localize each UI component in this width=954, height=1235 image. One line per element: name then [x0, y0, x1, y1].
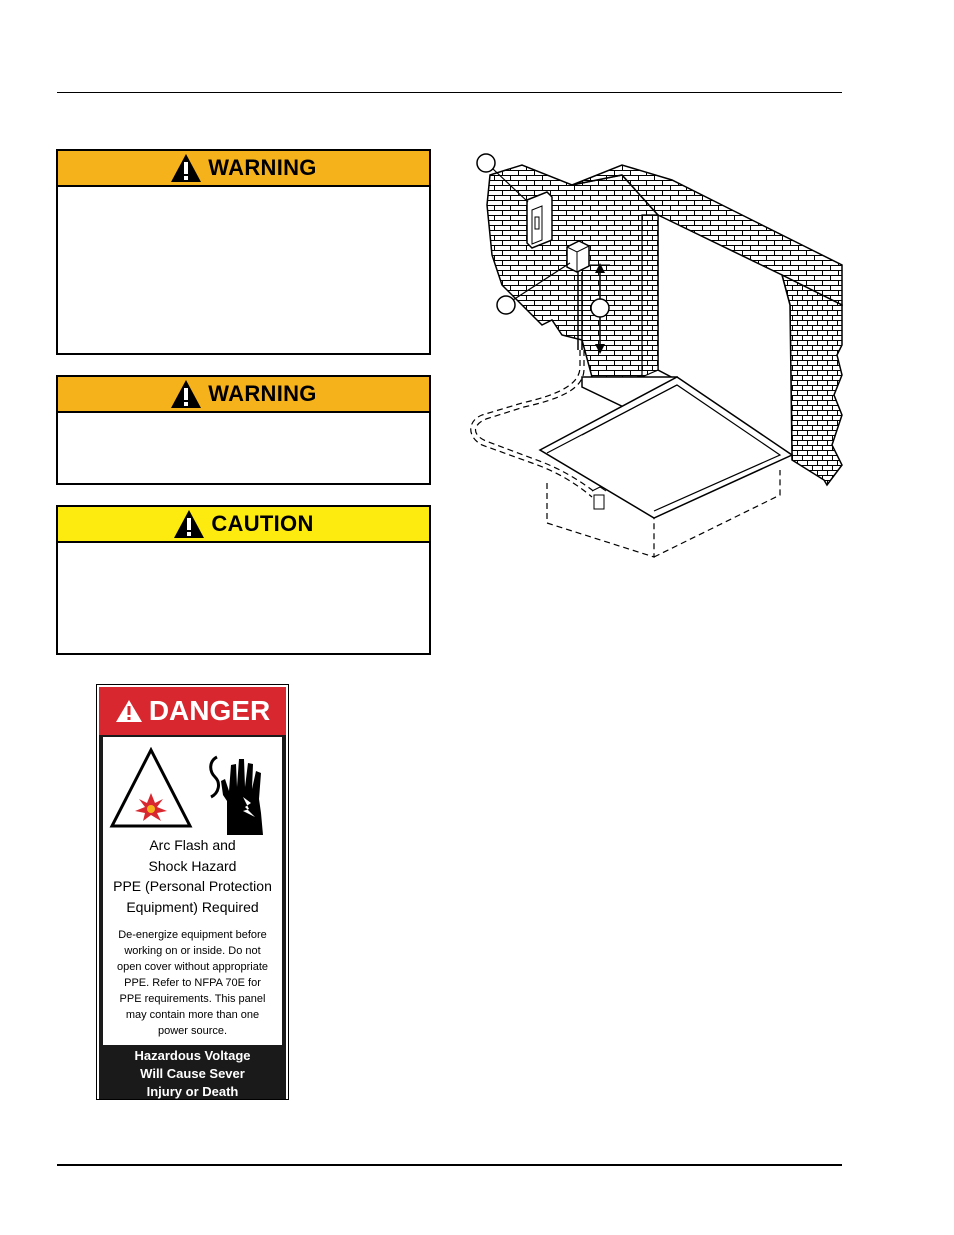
danger-footer	[99, 1047, 286, 1099]
arc-flash-icon	[109, 747, 193, 829]
junction-box	[567, 241, 589, 272]
callout-circle-3	[591, 299, 609, 317]
caution-box	[56, 505, 431, 655]
callout-circle-1	[477, 154, 495, 172]
warning-triangle-icon	[115, 699, 143, 723]
callout-circle-2	[497, 296, 515, 314]
hazard-title	[103, 835, 282, 917]
desc-line-7: power source.	[157, 1025, 228, 1037]
warning-triangle-icon	[170, 379, 202, 409]
desc-line-2: working on or inside. Do not	[124, 945, 261, 957]
hazard-line-4: Equipment) Required	[126, 898, 259, 915]
danger-banner	[99, 687, 286, 735]
caution-header	[58, 507, 429, 543]
danger-label	[96, 684, 289, 1100]
hazard-description	[103, 927, 282, 1039]
footer-line-2: Will Cause Sever	[140, 1066, 245, 1081]
desc-line-4: PPE. Refer to NFPA 70E for	[124, 977, 261, 989]
dock-installation-illustration	[462, 145, 847, 565]
footer-rule	[57, 1164, 842, 1166]
danger-content	[103, 737, 282, 1045]
warning-triangle-icon	[170, 153, 202, 183]
desc-line-3: open cover without appropriate	[116, 961, 269, 973]
footer-line-1: Hazardous Voltage	[134, 1048, 251, 1063]
caution-title: CAUTION	[211, 511, 314, 536]
hazard-line-2: Shock Hazard	[148, 857, 237, 874]
footer-line-3: Injury or Death	[146, 1084, 239, 1099]
shock-hand-icon	[203, 751, 275, 837]
warning-triangle-icon	[173, 509, 205, 539]
warning-title-1: WARNING	[208, 155, 317, 180]
warning-box-1	[56, 149, 431, 355]
header-rule	[57, 92, 842, 93]
desc-line-1: De-energize equipment before	[118, 929, 267, 941]
desc-line-5: PPE requirements. This panel	[119, 993, 266, 1005]
disconnect-switch	[527, 192, 552, 248]
warning-header-2	[58, 377, 429, 413]
left-wall	[487, 165, 658, 377]
hazard-line-1: Arc Flash and	[149, 837, 236, 853]
desc-line-6: may contain more than one	[125, 1009, 260, 1021]
warning-title-2: WARNING	[208, 381, 317, 406]
pit-box-connector	[592, 487, 606, 509]
warning-box-2	[56, 375, 431, 485]
warning-header-1	[58, 151, 429, 187]
danger-title: DANGER	[148, 695, 271, 726]
hazard-line-3: PPE (Personal Protection	[113, 878, 272, 894]
